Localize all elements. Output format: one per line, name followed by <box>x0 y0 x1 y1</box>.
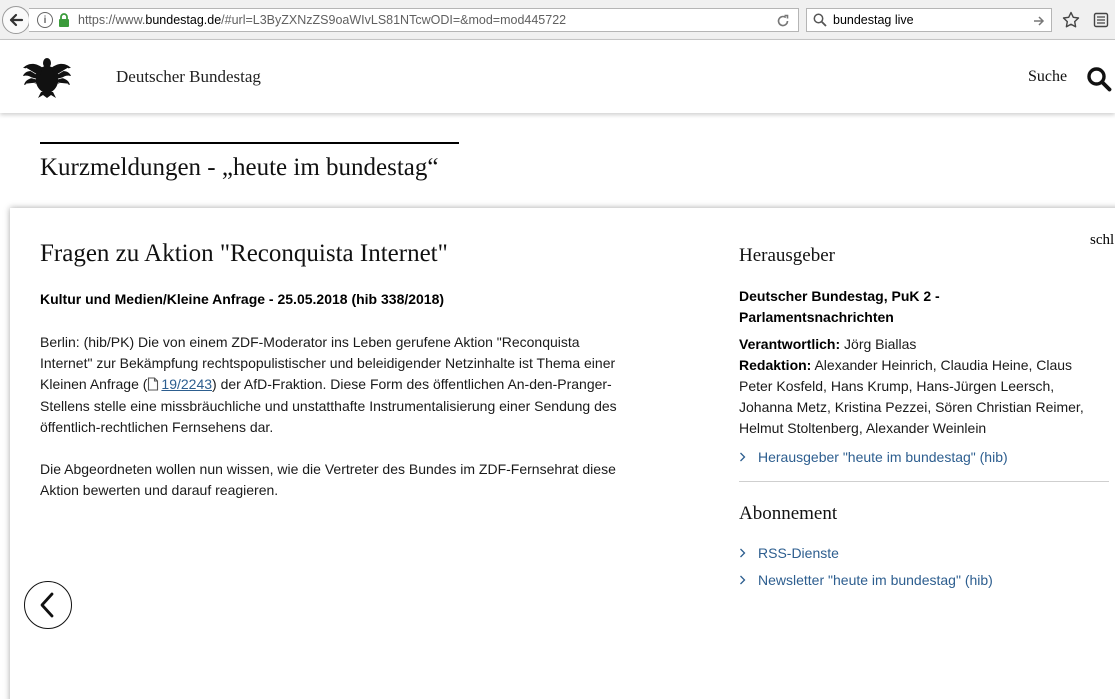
article-title: Fragen zu Aktion "Reconquista Internet" <box>40 240 448 267</box>
article-meta: Kultur und Medien/Kleine Anfrage - 25.05.2018 (hib 338/2018) <box>40 291 445 307</box>
close-button[interactable]: schl <box>1090 232 1115 248</box>
search-icon[interactable] <box>1086 66 1112 92</box>
publisher-heading: Herausgeber <box>739 245 836 266</box>
lock-icon[interactable] <box>58 13 70 27</box>
publisher-org: Deutscher Bundestag, PuK 2 - Parlamentsnachrichten <box>739 288 940 325</box>
info-icon[interactable]: i <box>37 12 53 28</box>
chevron-right-icon <box>739 452 749 462</box>
site-search-label[interactable]: Suche <box>1028 68 1068 85</box>
chevron-right-icon <box>739 575 749 585</box>
chevron-right-icon <box>739 548 749 558</box>
section-divider <box>40 142 459 144</box>
sidebar-divider <box>739 481 1109 482</box>
document-link[interactable]: 19/2243 <box>147 376 212 392</box>
rss-link[interactable]: RSS-Dienste <box>739 545 839 561</box>
url-text[interactable]: https://www.bundestag.de/#url=L3ByZXNzZS9oaWIvLS81NTcwODI=&mod=mod445722 <box>78 13 567 27</box>
subscription-heading: Abonnement <box>739 503 838 524</box>
publisher-details: Verantwortlich: Jörg Biallas Redaktion: Alexander Heinrich, Claudia Heine, Claus Peter Kosfeld, Hans Krump, Hans-Jürgen Leersch, Johanna Metz, Kristina Pezzei, Sören Christian Reimer, Helmut Stoltenberg, Alexander Weinlein <box>739 336 1084 436</box>
star-icon <box>1062 11 1080 29</box>
browser-back-button[interactable] <box>2 6 30 34</box>
address-bar[interactable] <box>29 8 799 32</box>
article-paragraph: Berlin: (hib/PK) Die von einem ZDF-Moderator ins Leben gerufene Aktion "Reconquista Internet" zur Bekämpfung rechtspopulistischer und beleidigender Netzinhalte ist Thema einer Kleinen Anfrage ( 19/2243) der AfD-Fraktion. Diese Form des öffentlichen An-den-Pranger-Stellens stelle eine missbräuchliche und unstatthafte Instrumentalisierung einer Sendung des öffentlich-rechtlichen Fernsehens dar. <box>40 334 617 435</box>
list-icon <box>1093 12 1109 28</box>
document-icon <box>147 377 159 391</box>
reload-button[interactable] <box>774 12 792 30</box>
page-title: Kurzmeldungen - „heute im bundestag“ <box>40 154 439 181</box>
newsletter-link[interactable]: Newsletter "heute im bundestag" (hib) <box>739 572 993 588</box>
site-header <box>0 40 1115 113</box>
article-paragraph: Die Abgeordneten wollen nun wissen, wie die Vertreter des Bundes im ZDF-Fernsehrat diese Aktion bewerten und darauf reagieren. <box>40 461 616 499</box>
magnifier-icon <box>813 13 827 27</box>
article-body <box>40 332 625 522</box>
previous-article-button[interactable] <box>24 581 72 629</box>
arrow-left-icon <box>8 12 24 28</box>
browser-search-input[interactable] <box>833 13 1013 27</box>
chevron-left-icon <box>38 592 58 618</box>
reading-list-button[interactable] <box>1090 9 1112 31</box>
article-overlay <box>10 208 1115 699</box>
eagle-logo-icon[interactable] <box>22 54 72 98</box>
browser-search-box[interactable] <box>806 8 1052 32</box>
search-go-button[interactable] <box>1031 13 1047 29</box>
browser-toolbar <box>0 0 1115 40</box>
reload-icon <box>776 14 790 28</box>
arrow-right-icon <box>1033 15 1045 27</box>
publisher-link[interactable]: Herausgeber "heute im bundestag" (hib) <box>739 449 1008 465</box>
site-name[interactable]: Deutscher Bundestag <box>116 67 261 86</box>
bookmark-button[interactable] <box>1060 9 1082 31</box>
